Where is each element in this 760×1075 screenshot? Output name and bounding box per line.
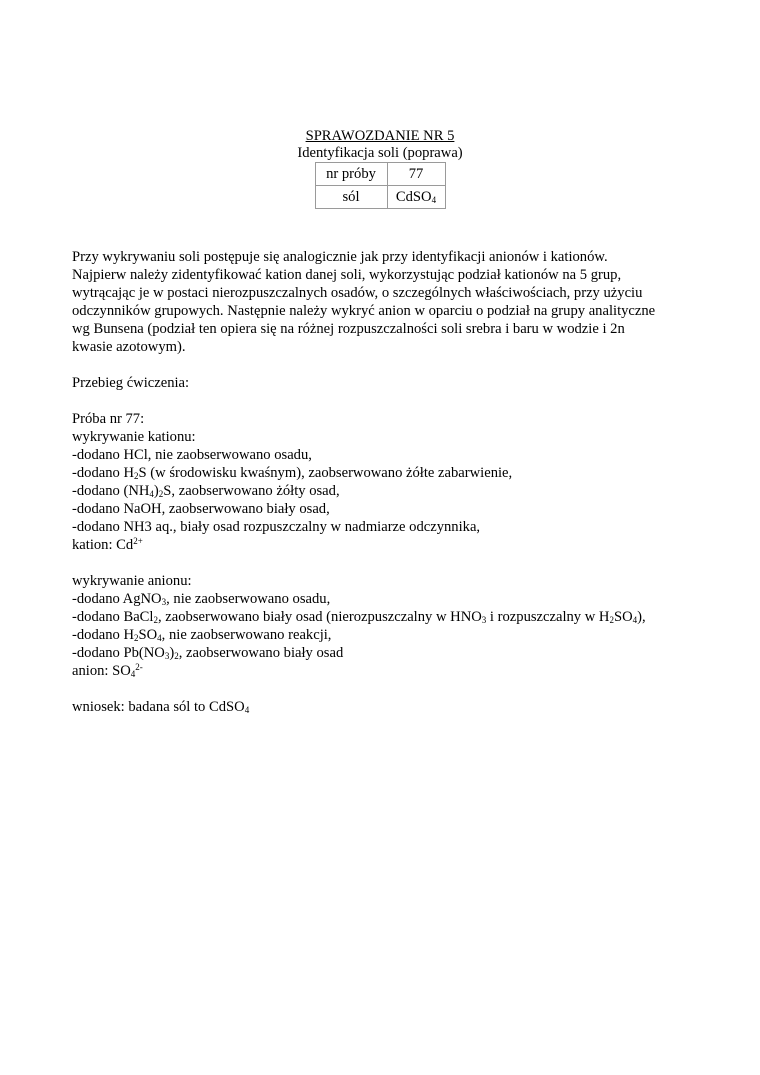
- anion-step: -dodano $H_2SO_4$, nie zaobserwowano reakcji,: [72, 627, 332, 643]
- anion-section: [72, 572, 702, 680]
- conclusion: wniosek: badana sól to CdSO$_4$: [72, 699, 250, 715]
- table-row: [315, 186, 445, 209]
- intro-line: odczynników grupowych. Następnie należy wykryć anion w oparciu o podział na grupy analityczne: [72, 303, 656, 319]
- salt-label: sól: [315, 186, 387, 209]
- intro-line: Przy wykrywaniu soli postępuje się analogicznie jak przy identyfikacji anionów i kationów.: [72, 249, 608, 265]
- cation-result: kation: $Cd^{2+}$: [72, 536, 143, 553]
- report-header: [0, 128, 760, 209]
- salt-value: CdSO$_4$: [387, 186, 445, 209]
- intro-paragraph: [72, 248, 702, 356]
- cation-step: -dodano $(NH_4)_2S$, zaobserwowano żółty osad,: [72, 483, 340, 499]
- cation-step: -dodano NaOH, zaobserwowano biały osad,: [72, 501, 330, 517]
- anion-heading: wykrywanie anionu:: [72, 573, 192, 589]
- cation-step: -dodano NH3 aq., biały osad rozpuszczalny w nadmiarze odczynnika,: [72, 519, 481, 535]
- cation-step: -dodano $H_2S$ (w środowisku kwaśnym), zaobserwowano żółte zabarwienie,: [72, 465, 513, 481]
- report-subtitle: Identyfikacja soli (poprawa): [297, 145, 463, 161]
- anion-step: -dodano $Pb(NO_3)_2$, zaobserwowano biały osad: [72, 645, 344, 661]
- sample-number-value: 77: [387, 163, 445, 186]
- cation-section: [72, 428, 702, 554]
- intro-line: kwasie azotowym).: [72, 339, 186, 355]
- anion-step: -dodano BaCl$_2$, zaobserwowano biały osad (nierozpuszczalny w $HNO_3$ i rozpuszczalny w $H_2SO_4$),: [72, 609, 646, 625]
- intro-line: wg Bunsena (podział ten opiera się na różnej rozpuszczalności soli srebra i baru w wodzie i 2n: [72, 321, 625, 337]
- procedure-heading: Przebieg ćwiczenia:: [72, 375, 190, 391]
- anion-step: -dodano AgNO$_3$, nie zaobserwowano osadu,: [72, 591, 331, 607]
- intro-line: wytrącając je w postaci nierozpuszczalnych osadów, o szczególnych właściwościach, przy użyciu: [72, 285, 643, 301]
- anion-result: anion: $SO_4^{2-}$: [72, 662, 143, 679]
- table-row: [315, 163, 445, 186]
- sample-number-label: nr próby: [315, 163, 387, 186]
- intro-line: Najpierw należy zidentyfikować kation danej soli, wykorzystując podział kationów na 5 grup,: [72, 267, 622, 283]
- report-body: [72, 248, 702, 716]
- report-title: SPRAWOZDANIE NR 5: [305, 128, 455, 144]
- sample-info-table: [315, 162, 446, 209]
- cation-heading: wykrywanie kationu:: [72, 429, 196, 445]
- sample-heading: Próba nr 77:: [72, 411, 145, 427]
- cation-step: -dodano HCl, nie zaobserwowano osadu,: [72, 447, 312, 463]
